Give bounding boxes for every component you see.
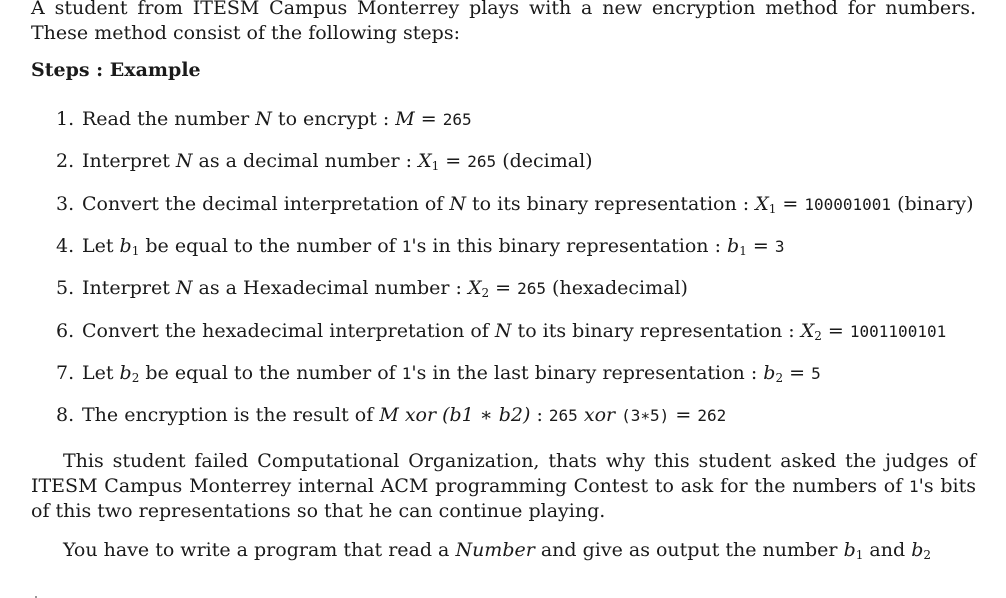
step-value: 1001100101 [849, 322, 947, 341]
equals-sign: = [414, 108, 443, 130]
section-heading: Steps : Example [31, 59, 201, 81]
equals-sign: = [776, 193, 805, 215]
math-var: N [494, 320, 512, 342]
equals-sign: = [746, 235, 775, 257]
math-expression: M xor (b1 ∗ b2) [379, 404, 531, 426]
math-var: X [800, 320, 815, 342]
math-var: b [119, 362, 132, 384]
math-subscript: 1 [739, 244, 747, 258]
math-var: N [175, 277, 193, 299]
step-number: 4. [56, 235, 75, 257]
step-suffix: (binary) [891, 193, 974, 215]
step-text: to its binary representation : [511, 320, 801, 342]
step-text: Interpret [82, 150, 176, 172]
math-subscript: 1 [855, 548, 864, 562]
step-number: 7. [56, 362, 75, 384]
math-subscript: 2 [775, 371, 784, 385]
math-var: N [175, 150, 193, 172]
judges-paragraph [31, 449, 976, 524]
step-5 [56, 274, 688, 302]
math-var: X [467, 277, 482, 299]
math-subscript: 1 [768, 202, 777, 216]
step-number: 1. [56, 108, 75, 130]
step-value: 265 [517, 279, 547, 298]
step-number: 6. [56, 320, 75, 342]
equals-sign: = [669, 404, 698, 426]
paragraph-text: You have to write a program that read a [63, 539, 456, 561]
step-value: 265 [467, 152, 497, 171]
step-text: 's in this binary representation : [411, 235, 728, 257]
step-text: as a Hexadecimal number : [192, 277, 468, 299]
step-1 [56, 105, 472, 133]
step-value: 100001001 [804, 195, 892, 214]
step-text: Let [82, 362, 120, 384]
step-suffix: (hexadecimal) [546, 277, 688, 299]
step-number: 3. [56, 193, 75, 215]
step-text: as a decimal number : [192, 150, 419, 172]
step-text: Read the number [82, 108, 256, 130]
math-subscript: 2 [481, 286, 490, 300]
step-text: Convert the decimal interpretation of [82, 193, 450, 215]
step-text: to its binary representation : [465, 193, 756, 215]
step-text: The encryption is the result of [82, 404, 380, 426]
math-var: b [911, 539, 924, 561]
task-paragraph [31, 538, 976, 563]
binary-digit: 1 [401, 237, 412, 256]
math-operator: xor [577, 404, 622, 426]
step-text: Convert the hexadecimal interpretation of [82, 320, 495, 342]
paragraph-text: 's bits of this two representations so that he can continue playing. [31, 475, 976, 522]
step-value: 265 [548, 406, 578, 425]
step-value: 265 [442, 110, 472, 129]
paragraph-text: and give as output the number [534, 539, 844, 561]
step-text: Interpret [82, 277, 176, 299]
math-var: M [395, 108, 415, 130]
math-subscript: 2 [923, 548, 931, 562]
math-var: N [449, 193, 466, 215]
equals-sign: = [489, 277, 518, 299]
step-result: 262 [697, 406, 727, 425]
step-text: 's in the last binary representation : [411, 362, 764, 384]
math-var: N [255, 108, 272, 130]
step-2 [56, 147, 593, 175]
math-subscript: 2 [131, 371, 140, 385]
step-6 [56, 317, 946, 345]
binary-digit: 1 [401, 364, 412, 383]
math-var: X [755, 193, 769, 215]
paragraph-text: This student failed Computational Organization, thats why this student asked the judges of ITESM Campus Monterrey internal ACM programming Contest to ask for the numbers of [31, 450, 976, 497]
math-var: X [418, 150, 432, 172]
equals-sign: = [439, 150, 468, 172]
step-number: 8. [56, 404, 75, 426]
binary-digit: 1 [909, 477, 919, 496]
step-value: (3∗5) [621, 406, 670, 425]
step-number: 5. [56, 277, 75, 299]
step-text: : [530, 404, 549, 426]
step-text: to encrypt : [271, 108, 396, 130]
math-subscript: 1 [431, 159, 440, 173]
math-var: Number [455, 539, 535, 561]
math-var: b [119, 235, 132, 257]
equals-sign: = [821, 320, 850, 342]
step-3 [56, 190, 974, 218]
math-var: b [843, 539, 856, 561]
equals-sign: = [783, 362, 812, 384]
math-var: b [763, 362, 776, 384]
math-subscript: 1 [131, 244, 140, 258]
step-value: 3 [774, 237, 785, 256]
math-var: b [727, 235, 740, 257]
step-7 [56, 359, 821, 387]
step-8 [56, 401, 726, 429]
paragraph-text: and [863, 539, 912, 561]
step-text: be equal to the number of [139, 235, 402, 257]
step-value: 5 [811, 364, 821, 383]
step-text: be equal to the number of [139, 362, 402, 384]
step-suffix: (decimal) [496, 150, 593, 172]
step-number: 2. [56, 150, 75, 172]
math-subscript: 2 [814, 329, 822, 343]
step-4 [56, 232, 784, 260]
step-text: Let [82, 235, 120, 257]
intro-paragraph: A student from ITESM Campus Monterrey plays with a new encryption method for numbers. These method consist of the following steps: [31, 0, 976, 44]
